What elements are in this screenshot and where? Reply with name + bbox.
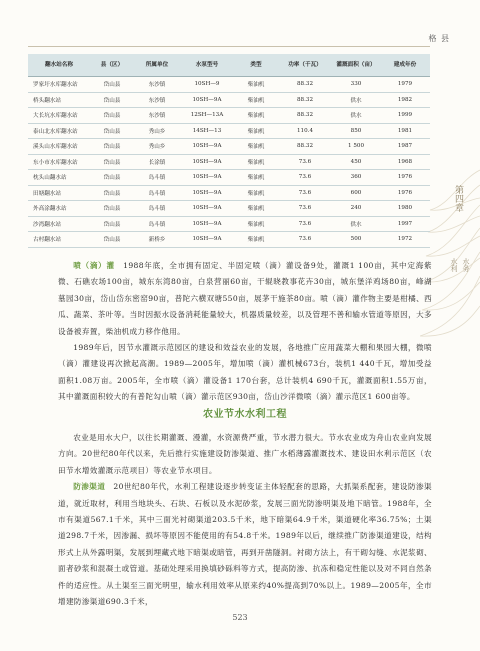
paragraph-text: 1988年底，全市拥有固定、半固定喷（滴）灌设备9处，灌溉1 100亩，其中定海紫微、石礁农场100亩，城东东湾80亩，白泉营丽60亩，干辊晓教事花卉30亩，城东堡洋鸡场80亩，峰湖墓园30亩，岱山岱东密窑90亩，普陀六横双塘550亩，展茅干施茶80亩。喷（滴）灌作物主要是柑橘、西瓜、蔬菜、茶叶等。当时因振水设备消耗能量较大，机器质量较差，以及管理不善和输水管道等原因，大多设备被弃置，柴油机成力移作他用。 bbox=[58, 261, 432, 336]
table-cell: 240 bbox=[332, 201, 380, 217]
table-cell: 外高涂翻水站 bbox=[28, 201, 90, 217]
table-row bbox=[28, 232, 430, 248]
pumping-station-table bbox=[28, 54, 430, 248]
table-row bbox=[28, 123, 430, 139]
table-cell: 岱山县 bbox=[90, 232, 134, 248]
table-cell: 12SH—13A bbox=[180, 108, 234, 124]
term-seepage-channels: 防渗渠道 bbox=[73, 482, 106, 492]
paragraph-text: 20世纪80年代，水利工程建设逐步转变证主体轻配套的思路，大抓渠系配套，建设防渗渠道，就近取材，利用当地块头、石块、石板以及水泥砂浆，发展三面光防渗明渠及地下暗管。1988年，全市有渠道567.1千米，其中三面光衬砌渠道203.5千米，地下暗渠64.9千米，渠道硬化率36.75%；土渠道298.7千米，因渗漏、损坏等原因不能使用的有54.8千米。1989年以后，继续推广防渗渠道建设，结构形式上从外露明渠，发展到埋藏式地下暗渠或暗管，再到开凿隧洞。衬砌方法上，有干砌勾缝、水泥浆砌、面者砂浆和混凝土或管道。基础处理采用换填砂砾料等方式，提高防渗、抗冻和稳定性能以及对不同自然条件的适应性。从土渠至三面光明里，输水利用效率从原来约40%提高到70%以上。1989—2005年，全市增建防渗渠道690.3千米， bbox=[58, 482, 432, 607]
table-cell: 岛斗镇 bbox=[134, 216, 180, 232]
table-cell: 88.32 bbox=[278, 139, 332, 155]
table-row bbox=[28, 154, 430, 170]
table-cell: 岛斗镇 bbox=[134, 201, 180, 217]
column-header: 翻水站名称 bbox=[28, 54, 90, 77]
table-cell: 柴油机 bbox=[234, 201, 278, 217]
paragraph-agriculture: 农业是用水大户，以往长期灌溉、漫灌，水资源费严重，节水潜力很大。节水农业成为舟山农业向发展方向。20世纪80年代以来，先后推行实施建设防渗渠道、推广水稻薄露灌溉技术、建设田水利示范区（农田节水增效灌溉示范项目）等农业节水项目。 bbox=[58, 433, 432, 475]
column-header: 灌溉面积（亩） bbox=[332, 54, 380, 77]
table-cell: 88.32 bbox=[278, 77, 332, 93]
table-row bbox=[28, 108, 430, 124]
table-cell: 14SH—13 bbox=[180, 123, 234, 139]
table-row bbox=[28, 92, 430, 108]
table-body bbox=[28, 77, 430, 248]
table-cell: 450 bbox=[332, 154, 380, 170]
table-cell: 柴油机 bbox=[234, 108, 278, 124]
side-tab-subsection: 水务 bbox=[462, 258, 470, 272]
table-cell: 岱山县 bbox=[90, 216, 134, 232]
table-cell: 岱山县 bbox=[90, 108, 134, 124]
table-cell: 73.6 bbox=[278, 154, 332, 170]
table-cell: 柴油机 bbox=[234, 170, 278, 186]
table-cell: 88.32 bbox=[278, 108, 332, 124]
table-cell: 850 bbox=[332, 123, 380, 139]
table-cell: 柴油机 bbox=[234, 123, 278, 139]
table-cell: 1982 bbox=[380, 92, 430, 108]
table-cell: 1976 bbox=[380, 170, 430, 186]
table-cell: 600 bbox=[332, 185, 380, 201]
table-cell: 柴油机 bbox=[234, 92, 278, 108]
table-cell: 沙湾翻水站 bbox=[28, 216, 90, 232]
table-cell: 古村翻水站 bbox=[28, 232, 90, 248]
table-row bbox=[28, 216, 430, 232]
side-tab-section: 水利 bbox=[450, 258, 458, 272]
table-cell: 73.6 bbox=[278, 216, 332, 232]
table-cell: 桥头翻水站 bbox=[28, 92, 90, 108]
paragraph-sprinkler bbox=[58, 258, 432, 340]
table-cell: 供水 bbox=[332, 216, 380, 232]
table-cell: 新桥乡 bbox=[134, 232, 180, 248]
table-cell: 10SH—9A bbox=[180, 185, 234, 201]
section-title: 农业节水水利工程 bbox=[203, 409, 287, 420]
table-row bbox=[28, 201, 430, 217]
table-cell: 1979 bbox=[380, 77, 430, 93]
table-cell: 柴油机 bbox=[234, 232, 278, 248]
table-cell: 1976 bbox=[380, 185, 430, 201]
table-cell: 10SH—9A bbox=[180, 201, 234, 217]
column-header: 功率（千瓦） bbox=[278, 54, 332, 77]
table-cell: 柴油机 bbox=[234, 154, 278, 170]
table-cell: 330 bbox=[332, 77, 380, 93]
table-cell: 岱山县 bbox=[90, 170, 134, 186]
table-cell: 1 500 bbox=[332, 139, 380, 155]
table-cell: 柴油机 bbox=[234, 216, 278, 232]
table-row bbox=[28, 139, 430, 155]
table-cell: 岱山县 bbox=[90, 92, 134, 108]
table-cell: 110.4 bbox=[278, 123, 332, 139]
table-cell: 1980 bbox=[380, 201, 430, 217]
table-cell: 东沙镇 bbox=[134, 92, 180, 108]
running-head: 格 县 bbox=[428, 34, 450, 43]
table-cell: 10SH—9A bbox=[180, 92, 234, 108]
table-cell: 溪头山水库翻水站 bbox=[28, 139, 90, 155]
table-cell: 1999 bbox=[380, 108, 430, 124]
table-cell: 岱山县 bbox=[90, 77, 134, 93]
irrigation-paragraphs bbox=[58, 258, 432, 406]
table-cell: 73.6 bbox=[278, 170, 332, 186]
table-cell: 岛斗镇 bbox=[134, 170, 180, 186]
page-number: 523 bbox=[232, 613, 248, 622]
table-cell: 大长坑水库翻水站 bbox=[28, 108, 90, 124]
table-cell: 泰山北水库翻水站 bbox=[28, 123, 90, 139]
column-header: 所属单位 bbox=[134, 54, 180, 77]
table-cell: 1972 bbox=[380, 232, 430, 248]
table-cell: 供水 bbox=[332, 108, 380, 124]
table-cell: 10SH—9A bbox=[180, 170, 234, 186]
table-cell: 长涂镇 bbox=[134, 154, 180, 170]
table-cell: 岱山县 bbox=[90, 201, 134, 217]
table-row bbox=[28, 170, 430, 186]
table-cell: 秀山乡 bbox=[134, 123, 180, 139]
paragraph-seepage-channels bbox=[58, 479, 432, 610]
paragraph-1989: 1989年后，因节水灌溉示范园区的建设和效益农业的发展，各地推广应用蔬菜大棚和果园大棚，微喷（滴）灌建设再次掀起高潮。1989—2005年，增加喷（滴）灌机械673台，装机1 440千瓦，增加受益面积1.08万亩。2005年，全市喷（滴）灌设备1 170台套，总计装机4 690千瓦，灌溉面积1.55万亩，其中灌溉面积较大的有普陀勾山喷（滴）灌示范区930亩，岱山沙洋微喷（滴）灌示范区1 600亩等。 bbox=[58, 343, 432, 402]
table-cell: 罗家圩水库翻水站 bbox=[28, 77, 90, 93]
table-cell: 岱山县 bbox=[90, 123, 134, 139]
table-cell: 柴油机 bbox=[234, 185, 278, 201]
table-cell: 1987 bbox=[380, 139, 430, 155]
table-cell: 360 bbox=[332, 170, 380, 186]
table-cell: 10SH—9A bbox=[180, 154, 234, 170]
water-saving-paragraphs bbox=[58, 430, 432, 610]
table-cell: 东小市水库翻水站 bbox=[28, 154, 90, 170]
table-cell: 田塘翻水站 bbox=[28, 185, 90, 201]
column-header: 水泵型号 bbox=[180, 54, 234, 77]
table-header-row bbox=[28, 54, 430, 77]
table-cell: 88.32 bbox=[278, 92, 332, 108]
table-cell: 柴油机 bbox=[234, 77, 278, 93]
table-cell: 10SH—9 bbox=[180, 77, 234, 93]
table-cell: 枕头山翻水站 bbox=[28, 170, 90, 186]
side-tab-chapter: 第四章 bbox=[453, 185, 463, 212]
table-cell: 10SH—9A bbox=[180, 139, 234, 155]
table-cell: 东沙镇 bbox=[134, 108, 180, 124]
table-cell: 柴油机 bbox=[234, 139, 278, 155]
table-cell: 岱山县 bbox=[90, 139, 134, 155]
header-rule bbox=[28, 46, 430, 47]
column-header: 建成年份 bbox=[380, 54, 430, 77]
table-cell: 73.6 bbox=[278, 201, 332, 217]
table-cell: 岱山县 bbox=[90, 154, 134, 170]
table-cell: 1981 bbox=[380, 123, 430, 139]
column-header: 县（区） bbox=[90, 54, 134, 77]
table-cell: 岱山县 bbox=[90, 185, 134, 201]
table-cell: 10SH—9A bbox=[180, 216, 234, 232]
table-cell: 1997 bbox=[380, 216, 430, 232]
table-cell: 东沙镇 bbox=[134, 77, 180, 93]
table-cell: 供水 bbox=[332, 92, 380, 108]
term-sprinkler-irrigation: 喷（滴）灌 bbox=[73, 261, 115, 270]
table-row bbox=[28, 185, 430, 201]
table-cell: 秀山乡 bbox=[134, 139, 180, 155]
table-cell: 10SH—9A bbox=[180, 232, 234, 248]
table-cell: 73.6 bbox=[278, 232, 332, 248]
table-cell: 1968 bbox=[380, 154, 430, 170]
table-cell: 73.6 bbox=[278, 185, 332, 201]
table-cell: 岛斗镇 bbox=[134, 185, 180, 201]
column-header: 类型 bbox=[234, 54, 278, 77]
table-row bbox=[28, 77, 430, 93]
table-cell: 500 bbox=[332, 232, 380, 248]
